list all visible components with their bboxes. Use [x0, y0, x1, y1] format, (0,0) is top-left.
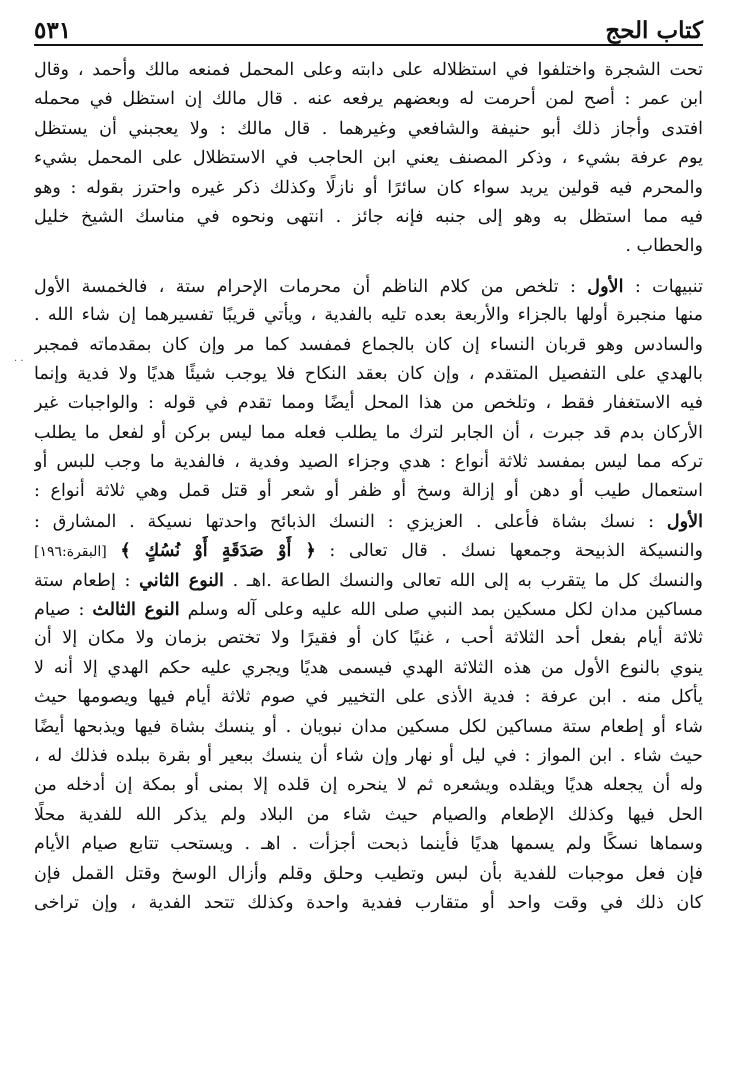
paragraph-2	[34, 272, 703, 919]
type-2-text: : إطعام ستة	[34, 570, 131, 591]
text-line: يوم عرفة بشيء ، وذكر المصنف يعني ابن الحاجب في الاستظلال على المحمل بشيء	[34, 148, 703, 169]
type-2-label: النوع الثاني	[139, 569, 224, 591]
notices-lead: تنبيهات :	[634, 276, 703, 297]
text-line: كان ذلك في وقت واحد أو متقارب ففدية واحدة وكذلك تتحد الفدية ، وإن تراخى	[34, 892, 703, 913]
text-line	[34, 272, 703, 301]
text-line: افتدى وأجاز ذلك أبو حنيفة والشافعي وغيرهما . قال مالك : ولا يعجبني أن يستظل	[34, 118, 703, 139]
aya-intro: والنسيكة الذبيحة وجمعها نسك . قال تعالى :	[329, 541, 703, 562]
text-line: ابن عمر : أصح لمن أحرمت له وبعضهم يرفعه عنه . قال مالك إن استظل في محمله	[34, 89, 703, 110]
text-line: والسادس وهو قربان النساء إن كان بالجماع فمفسد كما مر وإن كان بمقدماته فمجبر	[34, 334, 703, 355]
text-line: يأكل منه . ابن عرفة : فدية الأذى على التخيير في صوم ثلاثة أيام فيها ويصومها حيث	[34, 687, 703, 708]
text-line	[34, 536, 703, 565]
type-3-text: : صيام	[34, 600, 85, 621]
text-line: بالهدي على التفصيل المتقدم ، وإن كان بعقد النكاح فلا يوجب شيئًا هديًا ولا فدية وإنما	[34, 363, 703, 384]
page-body	[34, 56, 703, 918]
text-line: استعمال طيب أو دهن أو إزالة وسخ أو ظفر أو شعر أو قتل قمل وهي ثلاثة أنواع :	[34, 481, 703, 502]
page-header	[34, 6, 703, 46]
text-line: فيه مما استظل به وهو إلى جنبه فإنه جائز . انتهى ونحوه في مناسك الشيخ خليل	[34, 206, 703, 227]
first-notice-text: : تلخص من كلام الناظم أن محرمات الإحرام ستة ، فالخمسة الأول	[34, 276, 576, 297]
type-2-intro: والنسك كل ما يتقرب به إلى الله تعالى والنسك الطاعة .اهـ .	[232, 570, 703, 591]
page-number: ٥٣١	[34, 17, 72, 44]
book-title: كتاب الحج	[605, 17, 703, 44]
quran-verse: ﴿ أَوْ صَدَقَةٍ أَوْ نُسُكٍ ﴾	[120, 540, 316, 562]
paragraph-gap	[34, 262, 703, 272]
text-line: شاء أو إطعام ستة مساكين لكل مسكين مدان نبويان . أو ينسك بشاة فيها ويذبحها أيضًا	[34, 716, 703, 737]
text-line: وسماها نسكًا ولم يسمها هديًا فأينما ذبحت أجزأت . اهـ . ويستحب تتابع صيام الأيام	[34, 834, 703, 855]
text-line: والمحرم فيه قولين يريد سواء كان سائرًا أو نازلًا وكذلك ذكر غيره واحترز بقوله : وهو	[34, 177, 703, 198]
type-3-intro: مساكين مدان لكل مسكين بمد النبي صلى الله عليه وعلى آله وسلم	[187, 600, 703, 621]
text-line: فإن فعل موجبات للفدية بأن لبس وتطيب وحلق وقلم وأزال الوسخ وقتل القمل فإن	[34, 863, 703, 884]
paragraph-1	[34, 56, 703, 262]
text-line: فيه الاستغفار فقط ، وتلخص من هذا المحل أيضًا ومما تقدم في قوله : والواجبات غير	[34, 393, 703, 414]
text-line: ينوي بالنوع الأول من هذه الثلاثة الهدي فيسمى هديًا ويجري عليه حكم الهدي إلا أنه لا	[34, 657, 703, 678]
margin-mark: · ·	[14, 356, 24, 367]
text-line: وله أن يجعله هديًا ويقلده ويشعره ثم لا ينحره إن قلده إلا بمنى أو بمكة إن أدخله من	[34, 775, 703, 796]
text-line	[34, 595, 703, 624]
text-line: الحل فيها وكذلك الإطعام والصيام حيث شاء من البلاد ولم يذكر الله للفدية محلًا	[34, 804, 703, 825]
first-notice-label: الأول	[587, 275, 624, 297]
text-line: الأركان بدم قد جبرت ، أن الجابر لترك ما يطلب فعله مما ليس بركن أو لفعل ما يطلب	[34, 422, 703, 443]
type-1-label: الأول	[666, 510, 703, 532]
text-line: تحت الشجرة واختلفوا في استظلاله على دابته وعلى المحمل فمنعه مالك وأحمد ، وقال	[34, 60, 703, 80]
text-line: ثلاثة أيام بفعل أحد الثلاثة أحب ، غنيًا كان أو فقيرًا ولا تختص بزمان ولا مكان إلا أن	[34, 628, 703, 649]
text-line: تركه مما ليس بمفسد ثلاثة أنواع : هدي وجزاء الصيد وفدية ، فالفدية ما وجب للبس أو	[34, 452, 703, 473]
text-line: منها منجبرة أولها بالجزاء والأربعة بعده تليه بالفدية ، ويأتي قريبًا تفسيرهما إن شاء الله .	[34, 305, 703, 326]
type-3-label: النوع الثالث	[92, 599, 180, 621]
text-line: حيث شاء . ابن المواز : في ليل أو نهار وإن شاء أن ينسك ببعير أو بقرة ببلده فذلك له ،	[34, 745, 703, 766]
text-line	[34, 507, 703, 536]
text-line: والحطاب .	[625, 236, 703, 257]
verse-reference: [البقرة:١٩٦]	[34, 544, 107, 561]
text-line	[34, 566, 703, 595]
type-1-text: : نسك بشاة فأعلى . العزيزي : النسك الذبائح واحدتها نسيكة . المشارق :	[34, 511, 655, 532]
